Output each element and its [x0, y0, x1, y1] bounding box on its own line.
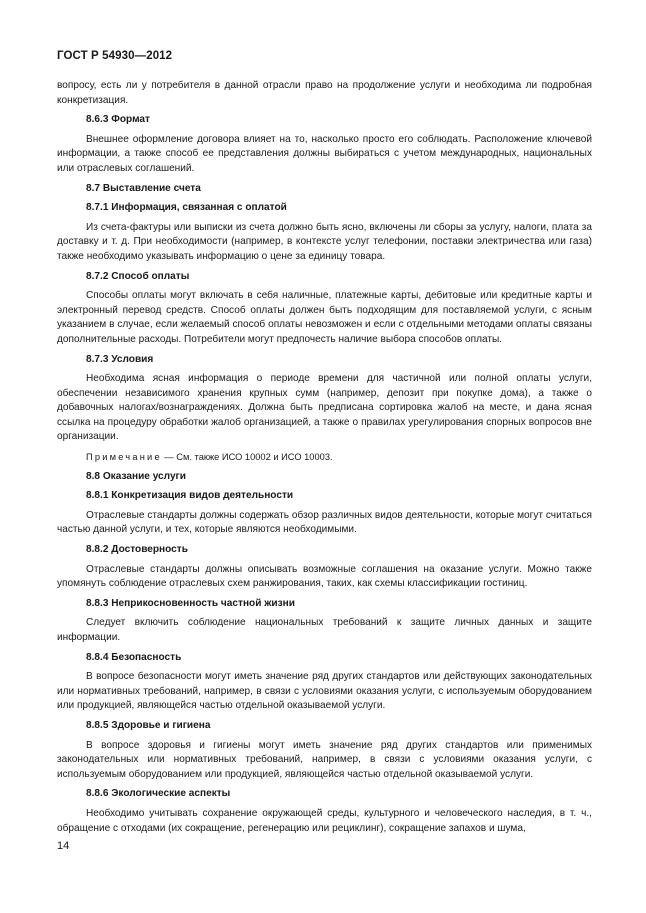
paragraph: Необходимо учитывать сохранение окружающей среды, культурного и человеческого наследия, в т. ч., обращение с отходами (их сокращение, регенерацию или рециклинг), сокращение запахов и шума,: [57, 807, 592, 834]
paragraph: Внешнее оформление договора влияет на то, насколько просто его соблюдать. Расположение ключевой информации, а также способ ее представления должны выбираться с учетом международных, национальных или отраслевых соглашений.: [57, 133, 592, 174]
note-label: Примечание: [86, 452, 162, 463]
paragraph: Из счета-фактуры или выписки из счета должно быть ясно, включены ли сборы за услугу, налоги, плата за доставку и т. д. При необходимости (например, в контексте услуг телефонии, поставки электричества или газа) также необходимо указывать информацию о цене за единицу товара.: [57, 221, 592, 262]
note: [57, 450, 592, 465]
section-heading: 8.8.2 Достоверность: [86, 544, 188, 556]
section-heading: 8.8.3 Неприкосновенность частной жизни: [86, 597, 295, 609]
note-text: — См. также ИСО 10002 и ИСО 10003.: [161, 452, 333, 463]
section-heading: 8.8 Оказание услуги: [86, 470, 186, 482]
section-heading: 8.8.6 Экологические аспекты: [86, 788, 231, 800]
section-heading: 8.7 Выставление счета: [86, 182, 201, 194]
paragraph: Необходима ясная информация о периоде времени для частичной или полной оплаты услуги, обеспечении независимого хранения крупных сумм (например, депозит при покупке дома), а также о добавочных налогах/вознаграждениях. Должна быть предписана сортировка жалоб на месте, и дана ясная ссылка на процедуру обработки жалоб организацией, а также о правилах урегулирования спорных вопросов вне организации.: [57, 373, 592, 443]
section-heading: 8.7.2 Способ оплаты: [86, 270, 190, 282]
document-header: ГОСТ Р 54930—2012: [57, 50, 173, 62]
paragraph: Отраслевые стандарты должны описывать возможные соглашения на оказание услуги. Можно также упомянуть соблюдение отраслевых схем ранжирования, таких, как схемы классификации гостиниц.: [57, 563, 592, 590]
paragraph: Отраслевые стандарты должны содержать обзор различных видов деятельности, которые могут считаться частью данной услуги, и тех, которые являются необходимыми.: [57, 509, 592, 536]
page-number: 14: [57, 840, 70, 852]
paragraph: Следует включить соблюдение национальных требований к защите личных данных и защите информации.: [57, 617, 592, 643]
section-heading: 8.8.1 Конкретизация видов деятельности: [86, 490, 294, 502]
section-heading: 8.6.3 Формат: [86, 114, 150, 126]
paragraph: вопросу, есть ли у потребителя в данной отрасли право на продолжение услуги и необходима ли подробная конкретизация.: [57, 80, 592, 106]
section-heading: 8.8.4 Безопасность: [86, 651, 182, 663]
document-body: [57, 79, 592, 841]
paragraph: В вопросе безопасности могут иметь значение ряд других стандартов или действующих законодательных или нормативных требований, например, в связи с условиями оказания услуги, с используемым оборудованием или продукцией, являющейся частью отдельной оказываемой услуги.: [57, 671, 592, 712]
section-heading: 8.7.3 Условия: [86, 353, 154, 365]
paragraph: Способы оплаты могут включать в себя наличные, платежные карты, дебитовые или кредитные карты и электронный перевод средств. Способ оплаты должен быть подходящим для поставляемой услуги, с ясным указанием в случае, если желаемый способ оплаты невозможен и если с отдельными методами оплаты связаны дополнительные расходы. Потребители могут предпочесть наличие выбора способов оплаты.: [57, 290, 592, 345]
section-heading: 8.7.1 Информация, связанная с оплатой: [86, 202, 287, 214]
section-heading: 8.8.5 Здоровье и гигиена: [86, 719, 211, 731]
paragraph: В вопросе здоровья и гигиены могут иметь значение ряд других стандартов или применимых законодательных или нормативных требований, например, в связи с условиями оказания услуги, с используемым оборудованием или продукцией, являющейся частью отдельной оказываемой услуги.: [57, 739, 592, 780]
